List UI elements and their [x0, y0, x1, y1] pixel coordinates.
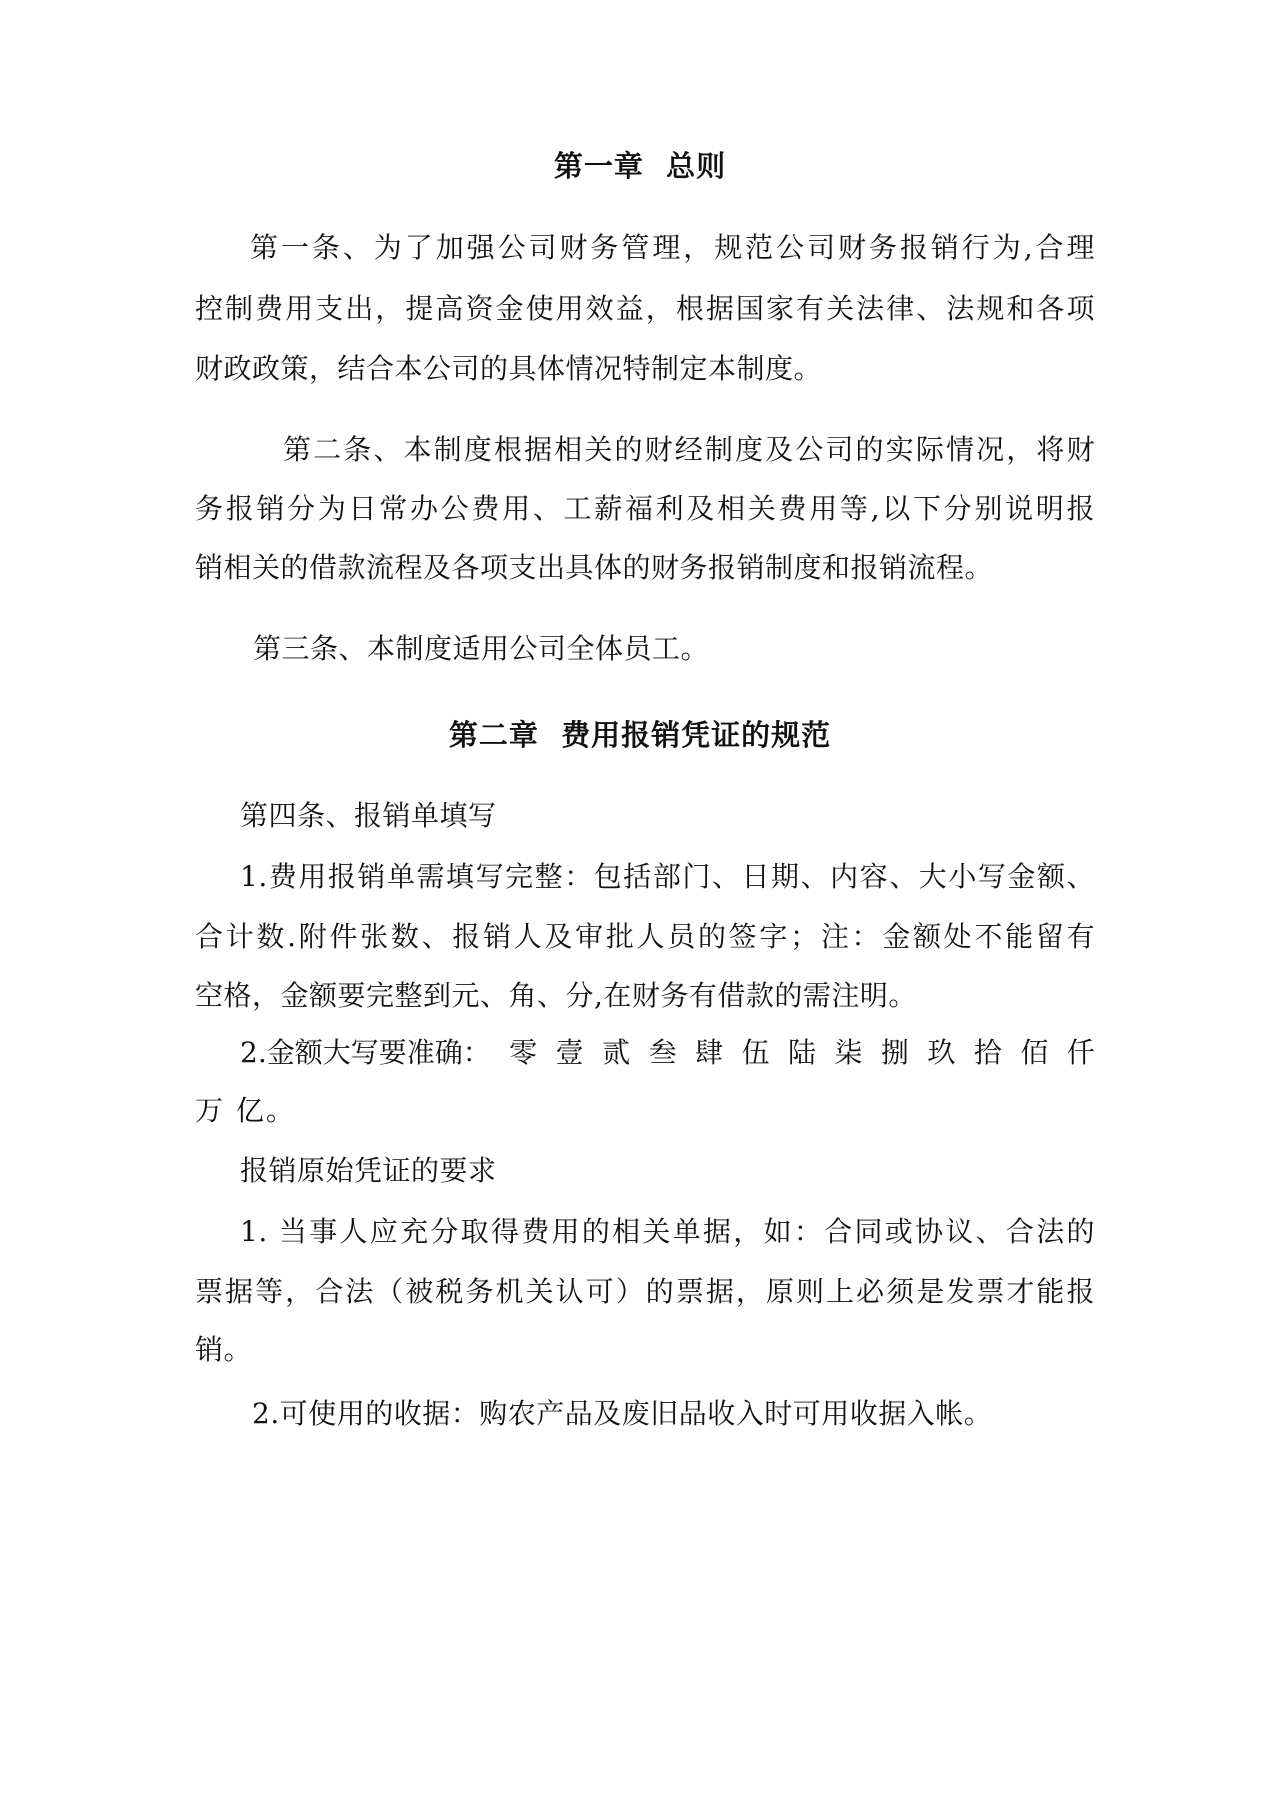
article-4-item-1-line-3: 空格，金额要完整到元、角、分,在财务有借款的需注明。	[195, 979, 917, 1012]
chapter-1-heading: 第一章 总则	[553, 149, 727, 183]
capital-numeral: 拾	[973, 1036, 1002, 1069]
capital-numeral: 仟	[1066, 1036, 1095, 1069]
vouchers-item-1-line-3: 销。	[195, 1333, 253, 1366]
article-4-item-2-label: 2.金额大写要准确：	[240, 1036, 491, 1069]
article-2-line-2: 务报销分为日常办公费用、工薪福利及相关费用等,以下分别说明报	[195, 492, 1095, 525]
chapter-2-heading: 第二章 费用报销凭证的规范	[448, 718, 832, 752]
article-3-text: 第三条、本制度适用公司全体员工。	[253, 632, 710, 665]
capital-numeral: 佰	[1020, 1036, 1049, 1069]
vouchers-title: 报销原始凭证的要求	[240, 1154, 497, 1187]
article-4-item-2-tail: 万 亿。	[195, 1094, 296, 1127]
article-4-item-2-row	[240, 1034, 1095, 1072]
article-1-line-2: 控制费用支出，提高资金使用效益，根据国家有关法律、法规和各项	[195, 292, 1095, 325]
capital-numeral: 玖	[927, 1036, 956, 1069]
article-4-item-1-line-2: 合计数.附件张数、报销人及审批人员的签字；注：金额处不能留有	[195, 920, 1095, 953]
capital-numeral: 捌	[880, 1036, 909, 1069]
article-4-item-1-line-1: 1.费用报销单需填写完整：包括部门、日期、内容、大小写金额、	[240, 860, 1095, 893]
capital-numeral: 伍	[741, 1036, 770, 1069]
capital-numeral: 贰	[602, 1036, 631, 1069]
article-1-line-3: 财政政策，结合本公司的具体情况特制定本制度。	[195, 352, 823, 385]
article-1-line-1: 第一条、为了加强公司财务管理，规范公司财务报销行为,合理	[250, 231, 1095, 264]
vouchers-item-2: 2.可使用的收据：购农产品及废旧品收入时可用收据入帐。	[252, 1397, 993, 1430]
capital-numeral: 零	[509, 1036, 538, 1069]
capital-numeral: 柒	[834, 1036, 863, 1069]
capital-numeral: 陆	[787, 1036, 816, 1069]
article-2-line-1: 第二条、本制度根据相关的财经制度及公司的实际情况，将财	[283, 433, 1095, 466]
vouchers-item-1-line-2: 票据等，合法（被税务机关认可）的票据，原则上必须是发票才能报	[195, 1275, 1095, 1308]
vouchers-item-1-line-1: 1. 当事人应充分取得费用的相关单据，如：合同或协议、合法的	[240, 1215, 1095, 1248]
capital-numeral: 叁	[648, 1036, 677, 1069]
capital-numeral: 壹	[555, 1036, 584, 1069]
article-2-line-3: 销相关的借款流程及各项支出具体的财务报销制度和报销流程。	[195, 551, 994, 584]
capital-numeral: 肆	[695, 1036, 724, 1069]
article-4-title: 第四条、报销单填写	[240, 799, 497, 832]
